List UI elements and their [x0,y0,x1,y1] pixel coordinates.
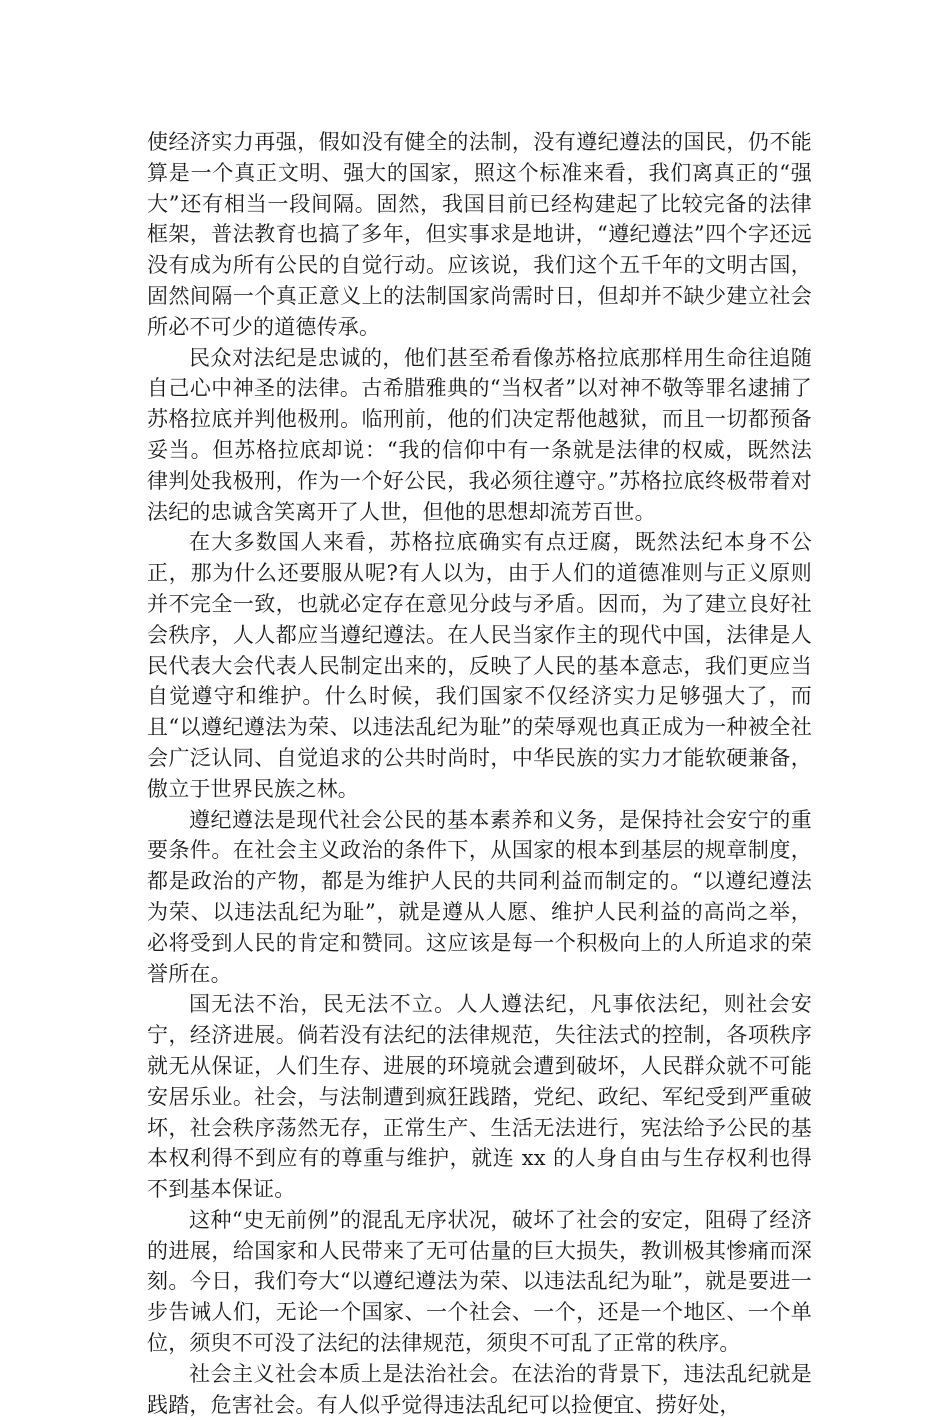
paragraph-6: 这种“史无前例”的混乱无序状况，破坏了社会的安定，阻碍了经济的进展，给国家和人民带来了无可估量的巨大损失，教训极其惨痛而深刻。今日，我们夸大“以遵纪遵法为荣、以违法乱纪为耻”，就是要进一步告诫人们，无论一个国家、一个社会、一个，还是一个地区、一个单位，须臾不可没了法纪的法律规范，须臾不可乱了正常的秩序。 [147,1207,812,1356]
paragraph-5: 国无法不治，民无法不立。人人遵法纪，凡事依法纪，则社会安宁，经济进展。倘若没有法纪的法律规范，失往法式的控制，各项秩序就无从保证，人们生存、进展的环境就会遭到破坏，人民群众就不可能安居乐业。社会，与法制遭到疯狂践踏，党纪、政纪、军纪受到严重破坏，社会秩序荡然无存，正常生产、生活无法进行，宪法给予公民的基本权利得不到应有的尊重与维护，就连 xx 的人身自由与生存权利也得不到基本保证。 [147,992,812,1202]
paragraph-2: 民众对法纪是忠诚的，他们甚至希看像苏格拉底那样用生命往追随自己心中神圣的法律。古希腊雅典的“当权者”以对神不敬等罪名逮捕了苏格拉底并判他极刑。临刑前，他的们决定帮他越狱，而且一切都预备妥当。但苏格拉底却说：“我的信仰中有一条就是法律的权威，既然法律判处我极刑，作为一个好公民，我必须往遵守。”苏格拉底终极带着对法纪的忠诚含笑离开了人世，但他的思想却流芳百世。 [147,345,812,524]
paragraph-7: 社会主义社会本质上是法治社会。在法治的背景下，违法乱纪就是践踏，危害社会。有人似乎觉得违法乱纪可以捡便宜、捞好处， [147,1361,812,1417]
paragraph-3: 在大多数国人来看，苏格拉底确实有点迂腐，既然法纪本身不公正，那为什么还要服从呢?有人以为，由于人们的道德准则与正义原则并不完全一致，也就必定存在意见分歧与矛盾。因而，为了建立良好社会秩序，人人都应当遵纪遵法。在人民当家作主的现代中国，法律是人民代表大会代表人民制定出来的，反映了人民的基本意志，我们更应当自觉遵守和维护。什么时候，我们国家不仅经济实力足够强大了，而且“以遵纪遵法为荣、以违法乱纪为耻”的荣辱观也真正成为一种被全社会广泛认同、自觉追求的公共时尚时，中华民族的实力才能软硬兼备，傲立于世界民族之林。 [147,530,812,801]
paragraph-1: 使经济实力再强，假如没有健全的法制，没有遵纪遵法的国民，仍不能算是一个真正文明、强大的国家，照这个标准来看，我们离真正的“强大”还有相当一段间隔。固然，我国目前已经构建起了比较完备的法律框架，普法教育也搞了多年，但实事求是地讲，“遵纪遵法”四个字还远没有成为所有公民的自觉行动。应该说，我们这个五千年的文明古国，固然间隔一个真正意义上的法制国家尚需时日，但却并不缺少建立社会所必不可少的道德传承。 [147,130,812,339]
document-body [147,127,812,1420]
paragraph-4: 遵纪遵法是现代社会公民的基本素养和义务，是保持社会安宁的重要条件。在社会主义政治的条件下，从国家的根本到基层的规章制度，都是政治的产物，都是为维护人民的共同利益而制定的。“以遵纪遵法为荣、以违法乱纪为耻”，就是遵从人愿、维护人民利益的高尚之举，必将受到人民的肯定和赞同。这应该是每一个积极向上的人所追求的荣誉所在。 [147,807,812,986]
